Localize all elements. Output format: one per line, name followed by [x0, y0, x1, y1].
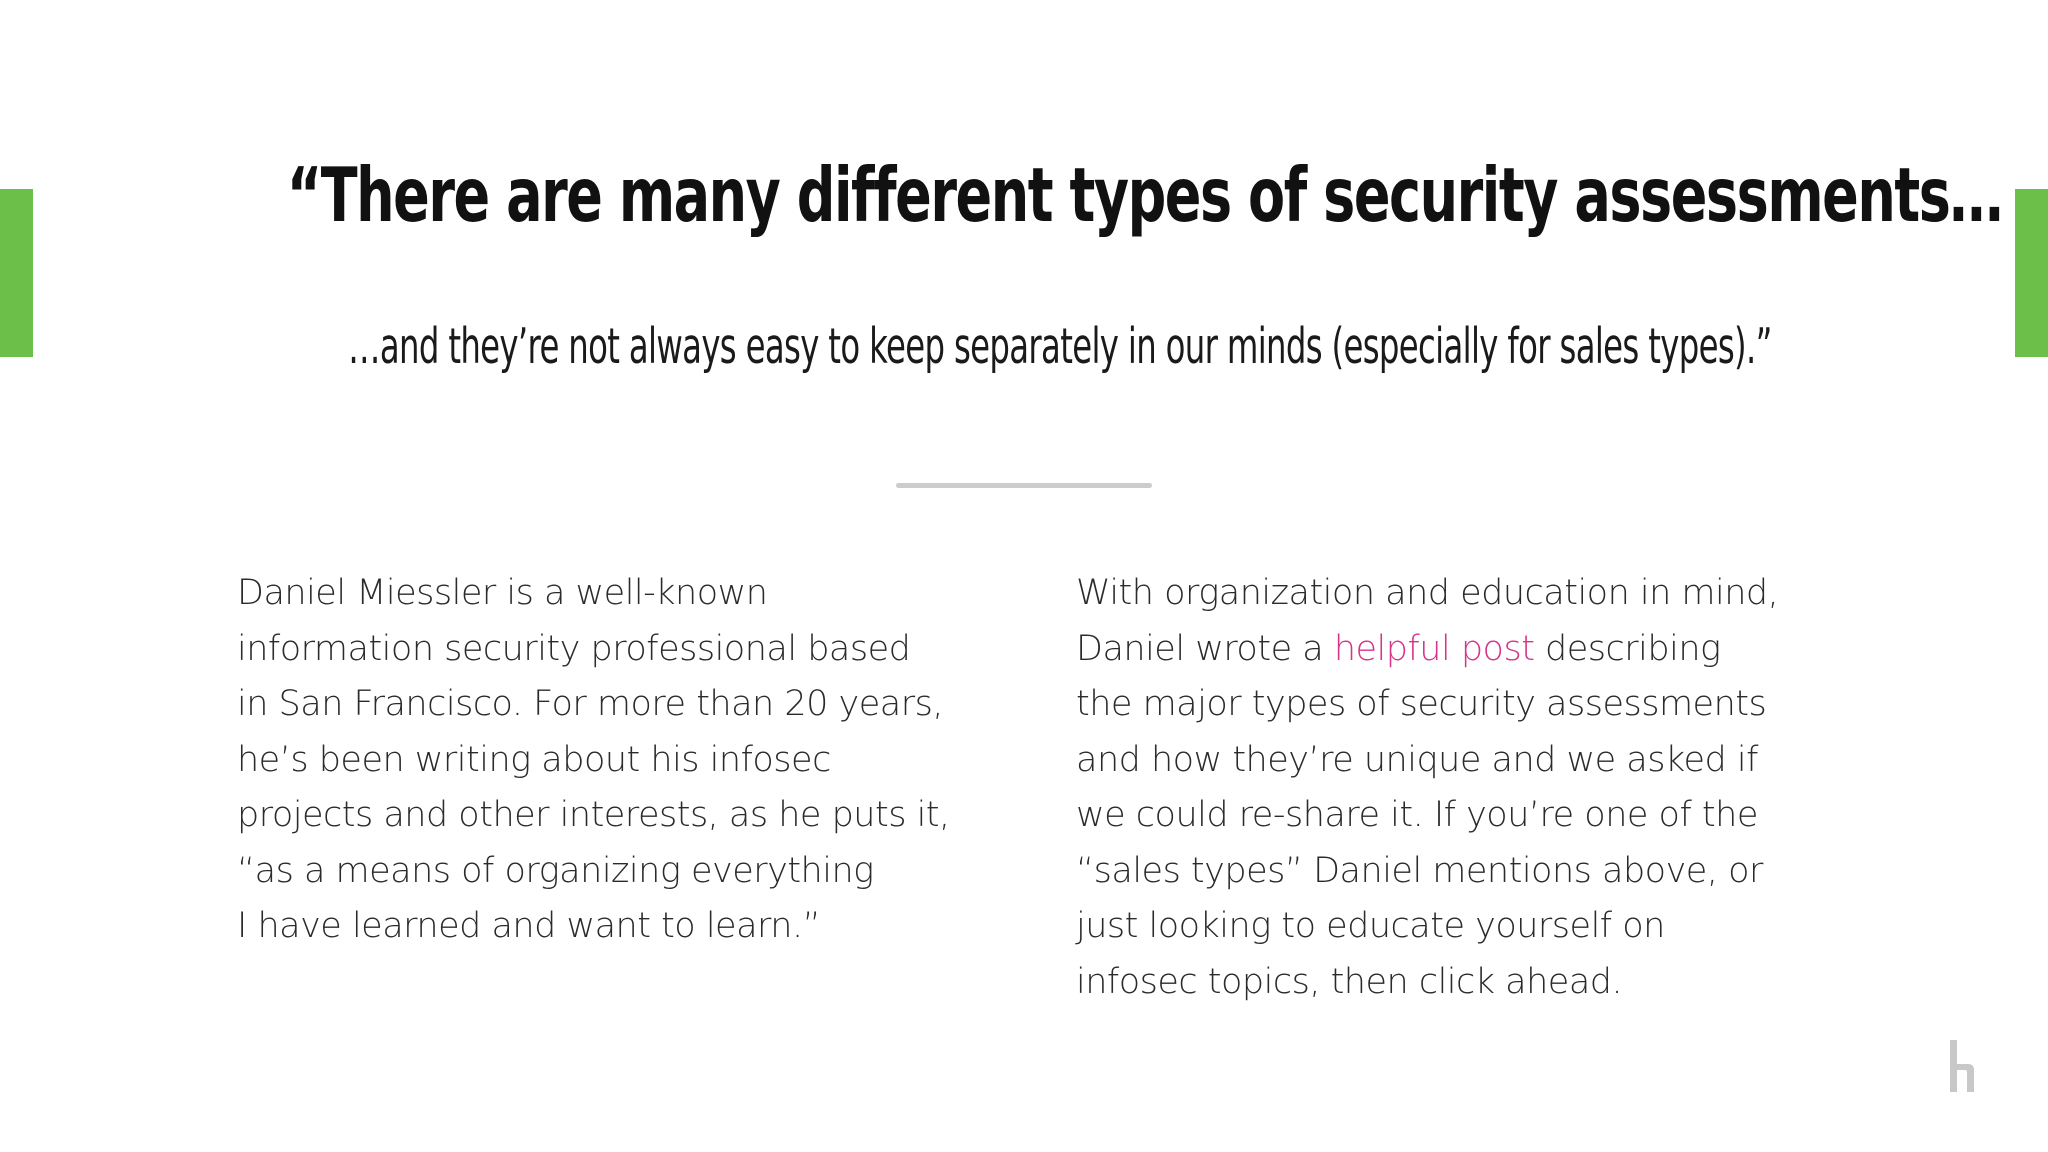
- text-line: “sales types” Daniel mentions above, or: [1076, 850, 1763, 891]
- text-line: in San Francisco. For more than 20 years,: [237, 684, 943, 724]
- left-column-text: [237, 566, 1017, 955]
- text-line: just looking to educate yourself on: [1076, 906, 1665, 946]
- text-segment: describing: [1534, 628, 1721, 669]
- left-accent-bar: [0, 189, 33, 357]
- text-line: infosec topics, then click ahead.: [1076, 961, 1623, 1002]
- text-line: he’s been writing about his infosec: [237, 739, 831, 780]
- text-line: With organization and education in mind,: [1076, 573, 1779, 613]
- text-line: the major types of security assessments: [1076, 684, 1767, 724]
- right-column-text: [1076, 566, 1856, 1010]
- slide-heading: “There are many different types of security assessments…: [286, 151, 2002, 239]
- text-line: “as a means of organizing everything: [237, 850, 874, 891]
- text-line: I have learned and want to learn.”: [237, 906, 821, 946]
- divider: [896, 483, 1152, 488]
- text-line: and how they’re unique and we asked if: [1076, 739, 1758, 780]
- text-line: projects and other interests, as he puts it,: [237, 795, 950, 835]
- right-accent-bar: [2015, 189, 2048, 357]
- text-line: Daniel Miessler is a well-known: [237, 573, 768, 613]
- helpful-post-link[interactable]: helpful post: [1333, 628, 1535, 669]
- text-line-with-link: [1076, 622, 1856, 678]
- text-segment: Daniel wrote a: [1076, 628, 1334, 669]
- text-line: information security professional based: [237, 628, 911, 669]
- text-line: we could re-share it. If you’re one of the: [1076, 795, 1758, 835]
- slide-subheading: …and they’re not always easy to keep separately in our minds (especially for sales types).”: [348, 318, 1772, 375]
- brand-logo-icon: [1948, 1040, 1980, 1092]
